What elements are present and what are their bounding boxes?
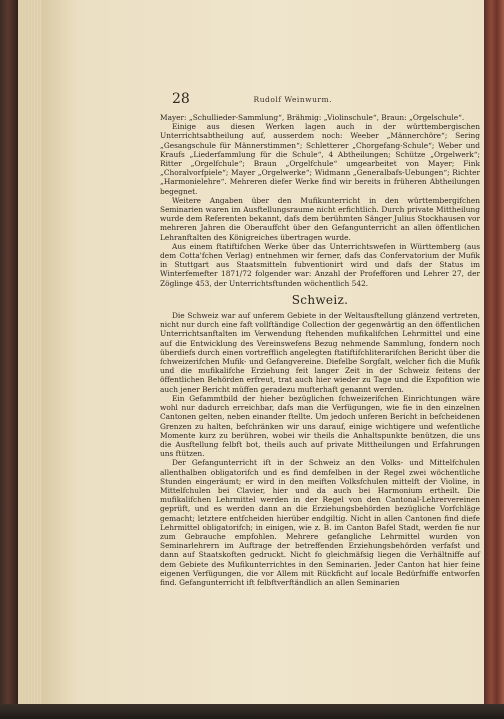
paragraph: Weitere Angaben über den Mufikunterricht in den württembergifchen Seminarien waren im Ausftellungsraume nicht erfichtlich. Durch private Mittheilung wurde dem Referenten bekannt, dafs dem berühmten Sänger Julius Stockhausen vor mehreren Jahren die Oberauffcht über den Gefangunterricht an allen öffentlichen Lehranftalten des Königreiches übertragen wurde. xyxy=(160,195,480,242)
paragraph: Einige aus diesen Werken lagen auch in der württembergischen Unterrichtsabtheilung auf, ausserdem noch: Weeber „Männerchöre“; Sering „Gesangschule für Männerstimmen“; Schletterer „Chorgefang-Schule“; Weber und Kraufs „Liederfammlung für die Schule“, 4 Abtheilungen; Schütze „Orgelwerk“; Ritter „Orgelfchule“; Braun „Orgelfchule“ umgearbeitet von Mayer; Fink „Choralvorfpiele“; Mayer „Orgelwerke“; Widmann „Generalbafs-Uebungen“; Richter „Harmonielehre“. Mehreren diefer Werke find wir bereits in früheren Abtheilungen begegnet. xyxy=(160,122,480,196)
paragraph: Die Schweiz war auf unferem Gebiete in der Weltausftellung glänzend vertreten, nicht nur durch eine faft vollftändige Collection der gegenwärtig an den öffentlichen Unterrichtsanftalten im Verwendung ftehenden mufikalifchen Lehrmittel und eine auf die Entwicklung des Vereinswefens Bezug nehmende Sammlung, fondern noch überdiefs durch einen vortrefflich angelegten ftatiftifchliterarifchen Bericht über die fchweizerifchen Mufik- und Gefangvereine. Diefelbe Sorgfalt, welcher fich die Mufik und die mufikalifche Erziehung feit langer Zeit in der Schweiz feitens der öffentlichen Behörden erfreut, trat auch hier wieder zu Tage und die Expofition wie auch jener Bericht müffen geradezu mufterhaft genannt werden. xyxy=(160,311,480,394)
paragraph: Mayer: „Schullieder-Sammlung“, Brähmig: „Violinschule“, Braun: „Orgelschule“. xyxy=(160,113,465,122)
page-number: 28 xyxy=(172,91,190,107)
page-stack-edge xyxy=(18,0,42,719)
paragraph: Aus einem ftatiftifchen Werke über das Unterrichtswefen in Württemberg (aus dem Cotta'fchen Verlag) entnehmen wir ferner, dafs das Confervatorium der Mufik in Stuttgart aus Staatsmitteln fubventionirt wird und dafs der Status im Winterfemefter 1871/72 folgender war: Anzahl der Profefforen und Lehrer 27, der Zöglinge 453, der Unterrichtsftunden wöchentlich 542. xyxy=(160,241,480,288)
paragraph: Ein Gefammtbild der hieher bezüglichen fchweizerifchen Einrichtungen wäre wohl nur dadurch erreichbar, dafs man die Verfügungen, wie fie in den einzelnen Cantonen gelten, neben einander ftellte. Um jedoch unferen Bericht in befcheidenen Grenzen zu halten, befchränken wir uns darauf, einige wichtigere und wefentliche Momente kurz zu berühren, wobei wir theils die Anhaltspunkte benützen, die uns die Ausftellung felbft bot, theils auch auf private Mittheilungen und Erfahrungen uns ftützen. xyxy=(160,393,480,459)
body-text xyxy=(160,113,480,587)
page-header xyxy=(132,91,472,107)
section-title: Schweiz. xyxy=(291,292,349,307)
paragraph: Der Gefangunterricht ift in der Schweiz an den Volks- und Mittelfchulen allenthalben obligatorifch und es find demfelben in der Regel zwei wöchentliche Stunden eingeräumt; er wird in den meiften Volksfchulen mittelft der Violine, in Mittelfchulen bei Clavier, hier und da auch bei Harmonium ertheilt. Die mufikalifchen Lehrmittel werden in der Regel von den Cantonal-Lehrervereinen geprüft, und es werden dann an die Erziehungsbehörden bezügliche Vorfchläge gemacht; letztere entfcheiden hierüber endgiltig. Nicht in allen Cantonen find diefe Lehrmittel obligatorifch; in einigen, wie z. B. im Canton Bafel Stadt, werden fie nur zum Gebrauche empfohlen. Mehrere gefangliche Lehrmittel wurden von Seminarlehrern im Auftrage der betreffenden Erziehungsbehörden verfafst und dann auf Staatskoften gedruckt. Nicht fo gleichmäfsig liegen die Verhältniffe auf dem Gebiete des Mufikunterrichtes in den Seminarien. Jeder Canton hat hier feine eigenen Verfügungen, die vor Allem mit Rückficht auf locale Bedürfniffe entworfen find. Gefangunterricht ift felbftverftändlich an allen Seminarien xyxy=(160,458,480,587)
running-head: Rudolf Weinwurm. xyxy=(253,95,332,104)
bottom-shadow xyxy=(0,704,504,719)
book-cover-marbled xyxy=(484,0,504,719)
book-spine-edge xyxy=(0,0,18,719)
